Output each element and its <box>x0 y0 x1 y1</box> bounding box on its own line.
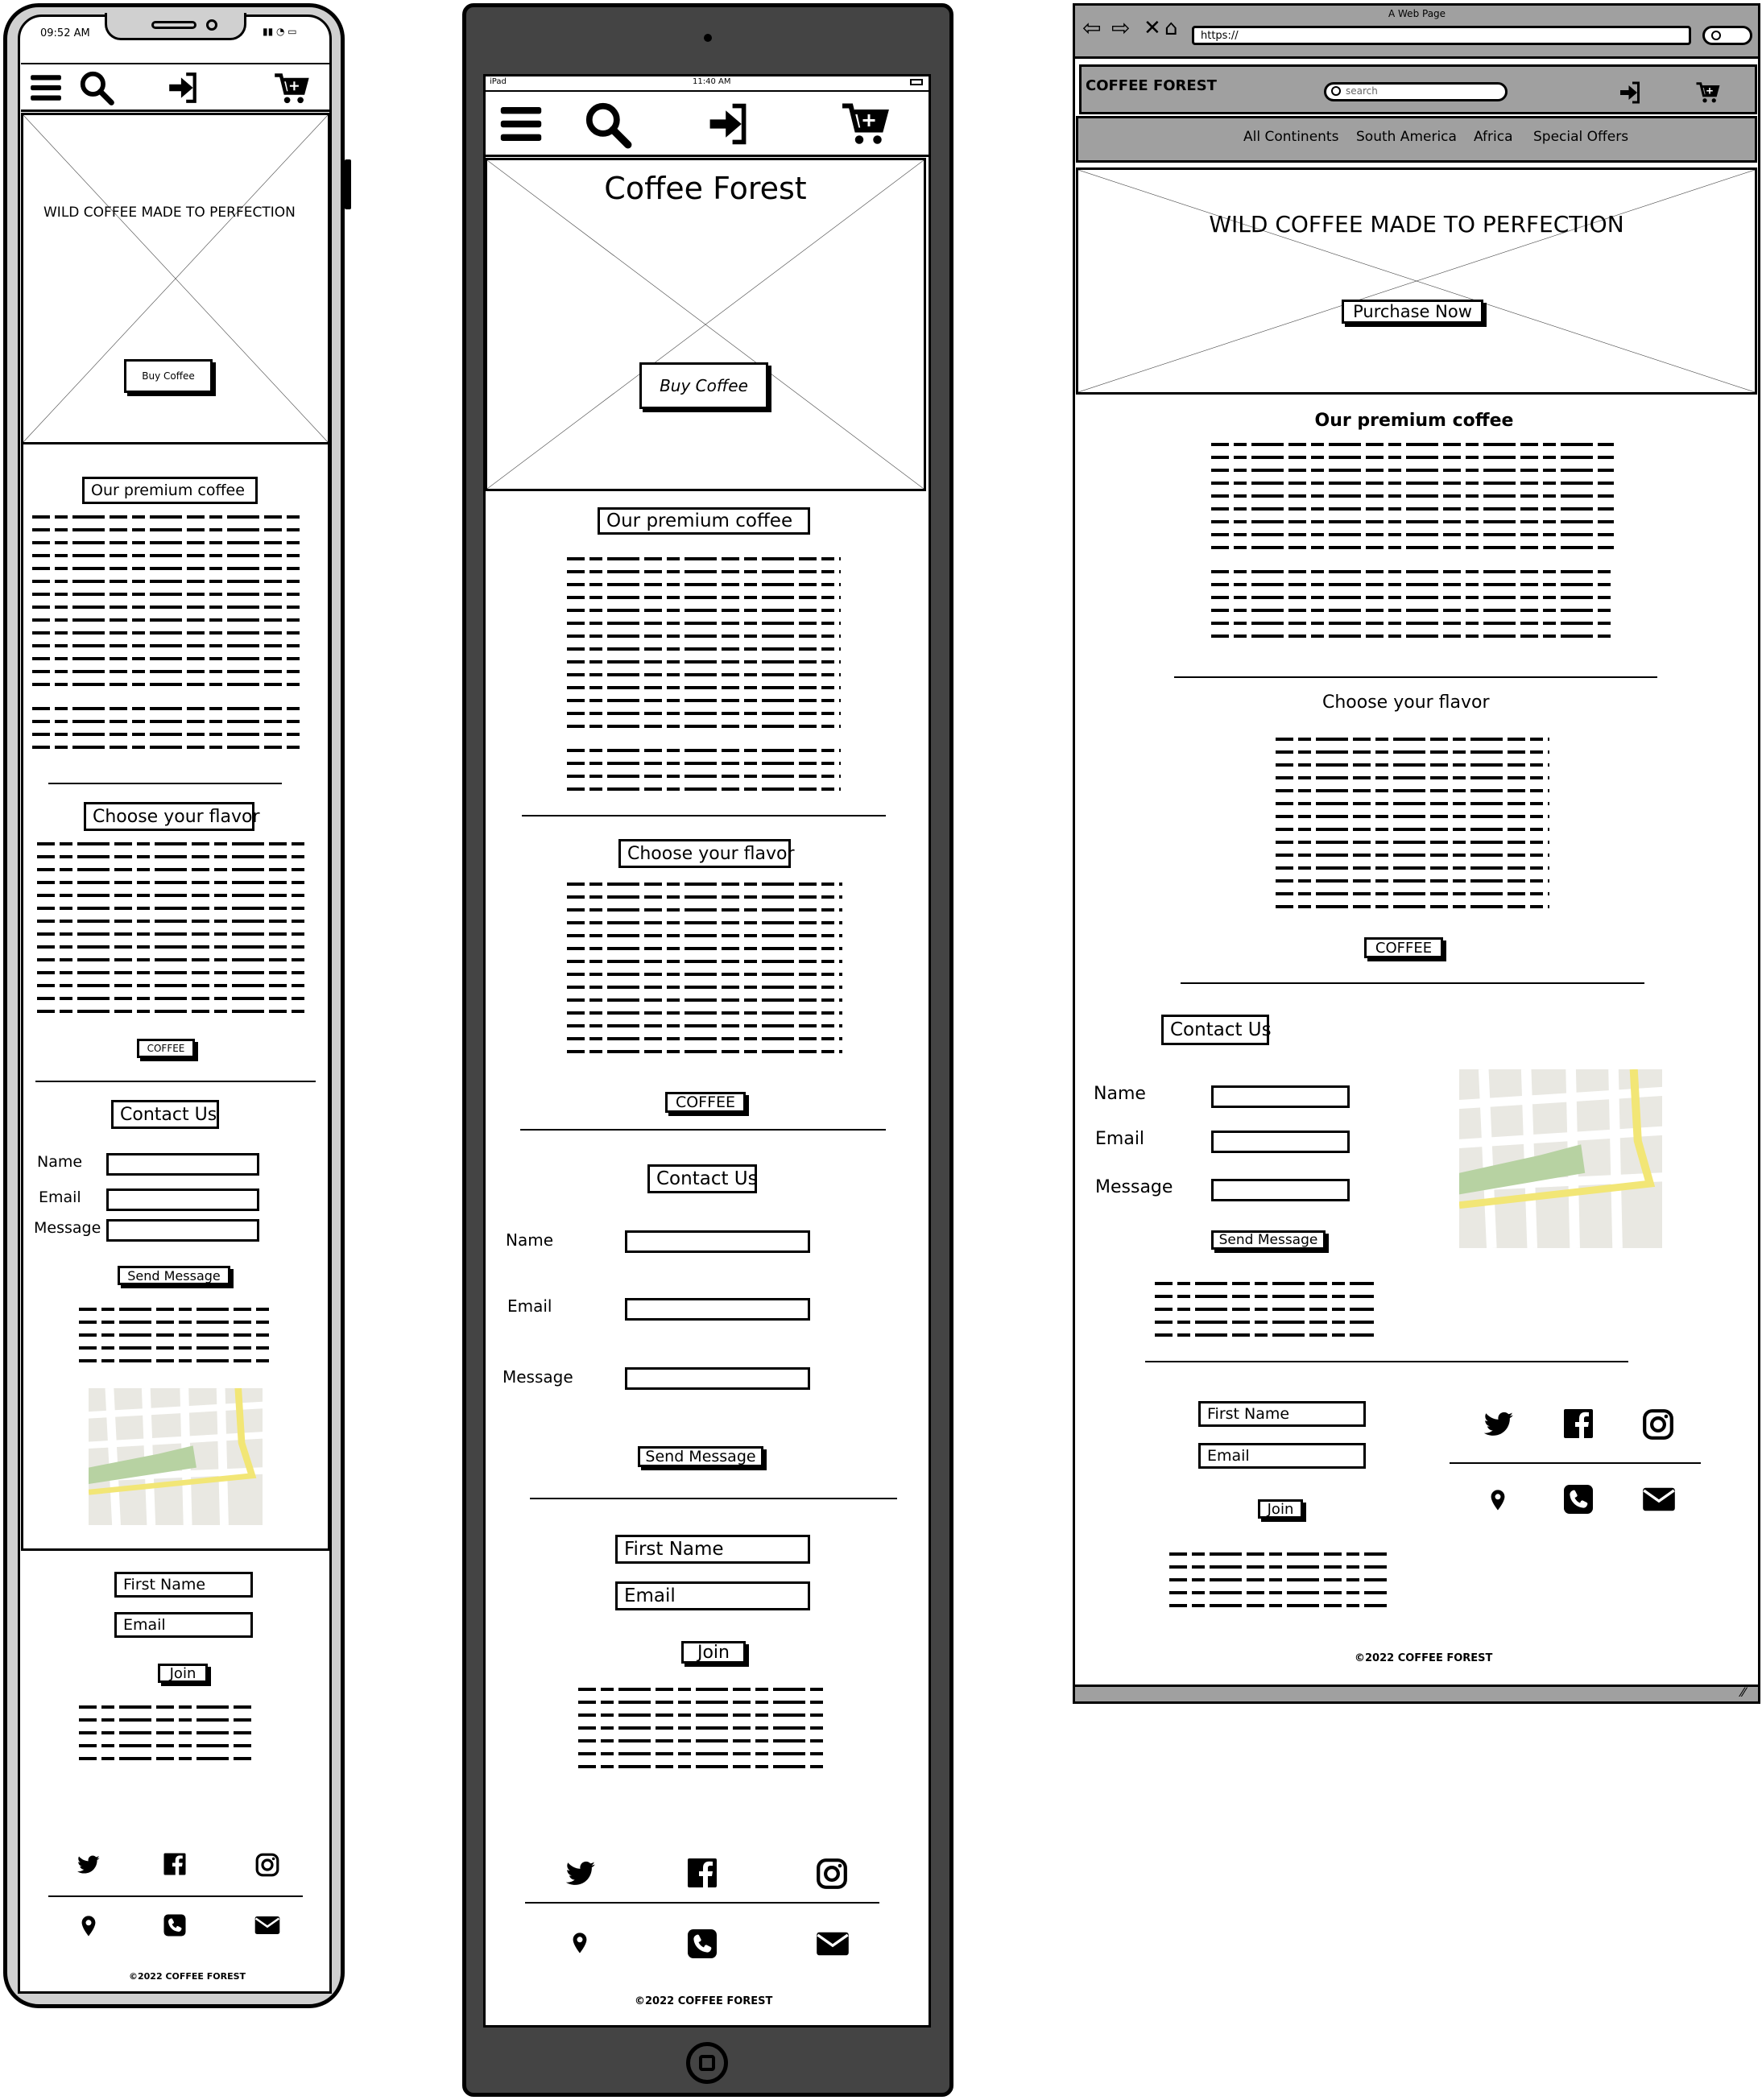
desktop-newsletter-text <box>1169 1552 1387 1614</box>
desktop-purchase-now-button[interactable]: Purchase Now <box>1342 300 1483 324</box>
tablet-flavor-text <box>567 883 842 1058</box>
desktop-name-label: Name <box>1094 1084 1146 1104</box>
phone-twitter-icon[interactable] <box>76 1852 101 1878</box>
desktop-mail-icon[interactable] <box>1638 1482 1680 1517</box>
phone-newsletter-text <box>79 1705 253 1767</box>
tablet-newsletter-text <box>578 1688 823 1776</box>
tablet-hero-title: Coffee Forest <box>604 171 807 206</box>
desktop-phone-icon[interactable] <box>1562 1483 1594 1515</box>
desktop-send-message-button[interactable]: Send Message <box>1211 1230 1326 1250</box>
phone-mail-icon[interactable] <box>253 1912 282 1939</box>
phone-phone-icon[interactable] <box>163 1913 187 1937</box>
tablet-battery-icon <box>910 79 923 85</box>
tablet-location-icon[interactable] <box>569 1926 591 1960</box>
phone-coffee-button[interactable]: COFFEE <box>137 1039 195 1058</box>
tablet-name-field[interactable] <box>625 1230 810 1253</box>
desktop-message-field[interactable] <box>1211 1179 1350 1201</box>
phone-premium-text <box>32 515 300 692</box>
tablet-premium-text <box>567 557 841 731</box>
phone-name-label: Name <box>37 1153 83 1171</box>
desktop-stop-icon[interactable]: ✕ <box>1144 16 1161 40</box>
tablet-cart-icon[interactable] <box>838 100 891 148</box>
desktop-name-field[interactable] <box>1211 1085 1350 1108</box>
tablet-message-label: Message <box>503 1367 573 1387</box>
tablet-mail-icon[interactable] <box>812 1926 854 1962</box>
tablet-status-time: 11:40 AM <box>693 77 731 86</box>
phone-name-field[interactable] <box>106 1153 259 1176</box>
phone-email-label: Email <box>39 1188 81 1206</box>
desktop-instagram-icon[interactable] <box>1641 1408 1675 1441</box>
phone-join-button[interactable]: Join <box>158 1664 208 1683</box>
tablet-first-name-field[interactable]: First Name <box>615 1535 810 1564</box>
phone-contact-text <box>79 1308 269 1369</box>
phone-first-name-field[interactable]: First Name <box>114 1572 253 1598</box>
phone-send-message-button[interactable]: Send Message <box>118 1266 230 1285</box>
desktop-search-input[interactable] <box>1324 82 1508 101</box>
desktop-message-label: Message <box>1095 1177 1173 1197</box>
phone-search-icon[interactable] <box>77 69 116 106</box>
tablet-send-message-button[interactable]: Send Message <box>638 1446 763 1467</box>
desktop-nav-south-america[interactable]: South America <box>1356 129 1457 145</box>
desktop-newsletter-email-field[interactable]: Email <box>1198 1443 1366 1469</box>
tablet-facebook-icon[interactable] <box>686 1857 718 1889</box>
phone-message-field[interactable] <box>106 1219 259 1242</box>
tablet-premium-title: Our premium coffee <box>598 507 810 535</box>
desktop-search-placeholder: search <box>1346 85 1378 97</box>
phone-flavor-title: Choose your flavor <box>84 802 254 831</box>
phone-camera <box>206 19 217 31</box>
desktop-flavor-text <box>1276 738 1549 915</box>
phone-signal-icon: ▮▮ ◔ ▭ <box>263 26 297 37</box>
tablet-hero-image <box>485 158 926 491</box>
desktop-url-bar[interactable]: https:// <box>1192 26 1691 45</box>
tablet-camera <box>704 34 712 42</box>
desktop-brand[interactable]: COFFEE FOREST <box>1086 77 1217 94</box>
tablet-status-carrier: iPad <box>490 77 507 86</box>
desktop-window-title: A Web Page <box>1388 8 1446 19</box>
tablet-home-button[interactable] <box>686 2042 728 2084</box>
tablet-login-icon[interactable] <box>704 101 752 147</box>
tablet-coffee-button[interactable]: COFFEE <box>665 1092 746 1113</box>
desktop-copyright: ©2022 COFFEE FOREST <box>1355 1652 1493 1664</box>
phone-message-label: Message <box>34 1219 101 1237</box>
phone-side-button <box>345 159 351 209</box>
tablet-email-field[interactable] <box>625 1298 810 1321</box>
phone-facebook-icon[interactable] <box>163 1852 187 1876</box>
tablet-contact-title: Contact Us <box>647 1164 757 1193</box>
tablet-buy-coffee-button[interactable]: Buy Coffee <box>639 362 768 409</box>
desktop-search-icon <box>1331 86 1341 96</box>
tablet-premium-text-2 <box>567 749 841 797</box>
desktop-hero-text: WILD COFFEE MADE TO PERFECTION <box>1209 211 1624 238</box>
phone-email-field[interactable] <box>106 1188 259 1211</box>
desktop-email-label: Email <box>1095 1129 1145 1149</box>
phone-map <box>89 1388 263 1525</box>
desktop-email-field[interactable] <box>1211 1131 1350 1153</box>
desktop-flavor-title: Choose your flavor <box>1322 692 1490 713</box>
phone-speaker <box>151 21 196 29</box>
desktop-nav-africa[interactable]: Africa <box>1474 129 1513 145</box>
phone-cart-icon[interactable] <box>271 71 311 106</box>
desktop-statusbar <box>1075 1685 1758 1701</box>
phone-hero-text: WILD COFFEE MADE TO PERFECTION <box>43 205 296 221</box>
phone-newsletter-email-field[interactable]: Email <box>114 1612 253 1638</box>
desktop-join-button[interactable]: Join <box>1258 1499 1303 1519</box>
desktop-contact-text <box>1155 1282 1374 1343</box>
desktop-hero-image <box>1076 167 1757 395</box>
desktop-map <box>1459 1069 1662 1248</box>
phone-contact-title: Contact Us <box>111 1100 219 1129</box>
phone-premium-title: Our premium coffee <box>82 477 258 504</box>
tablet-email-label: Email <box>507 1296 552 1316</box>
desktop-coffee-button[interactable]: COFFEE <box>1364 937 1443 958</box>
desktop-back-icon[interactable]: ⇦ <box>1082 14 1102 41</box>
phone-premium-text-2 <box>32 707 304 759</box>
desktop-browser-search[interactable] <box>1702 26 1752 45</box>
desktop-resize-handle-icon[interactable]: ⁄⁄ <box>1741 1685 1746 1700</box>
desktop-twitter-icon[interactable] <box>1482 1408 1516 1441</box>
desktop-premium-title: Our premium coffee <box>1314 411 1514 431</box>
phone-copyright: ©2022 COFFEE FOREST <box>129 1971 246 1982</box>
desktop-home-icon[interactable]: ⌂ <box>1164 16 1178 40</box>
desktop-forward-icon[interactable]: ⇨ <box>1111 14 1131 41</box>
tablet-phone-icon[interactable] <box>686 1928 718 1960</box>
phone-status-time: 09:52 AM <box>40 27 90 39</box>
tablet-twitter-icon[interactable] <box>564 1857 598 1891</box>
tablet-copyright: ©2022 COFFEE FOREST <box>635 1995 773 2007</box>
desktop-premium-text-2 <box>1211 570 1611 646</box>
phone-menu-icon[interactable] <box>27 71 64 105</box>
phone-buy-coffee-button[interactable]: Buy Coffee <box>124 359 213 393</box>
phone-login-icon[interactable] <box>164 71 201 105</box>
desktop-login-icon[interactable] <box>1617 81 1643 105</box>
tablet-name-label: Name <box>506 1230 554 1250</box>
phone-location-icon[interactable] <box>77 1913 100 1939</box>
desktop-location-icon[interactable] <box>1487 1483 1509 1517</box>
phone-flavor-text <box>37 842 304 1019</box>
desktop-cart-icon[interactable] <box>1694 81 1720 105</box>
tablet-instagram-icon[interactable] <box>815 1857 849 1891</box>
tablet-join-button[interactable]: Join <box>681 1641 746 1664</box>
desktop-nav-special-offers[interactable]: Special Offers <box>1533 129 1629 145</box>
desktop-facebook-icon[interactable] <box>1562 1408 1594 1440</box>
tablet-newsletter-email-field[interactable]: Email <box>615 1581 810 1610</box>
desktop-premium-text <box>1211 443 1614 556</box>
tablet-menu-icon[interactable] <box>496 101 546 147</box>
phone-hero-image <box>21 113 330 444</box>
tablet-flavor-title: Choose your flavor <box>618 839 791 868</box>
desktop-nav-all-continents[interactable]: All Continents <box>1243 129 1339 145</box>
phone-instagram-icon[interactable] <box>254 1852 280 1878</box>
tablet-search-icon[interactable] <box>583 100 633 150</box>
desktop-first-name-field[interactable]: First Name <box>1198 1401 1366 1427</box>
tablet-message-field[interactable] <box>625 1367 810 1390</box>
desktop-contact-title: Contact Us <box>1161 1015 1269 1045</box>
